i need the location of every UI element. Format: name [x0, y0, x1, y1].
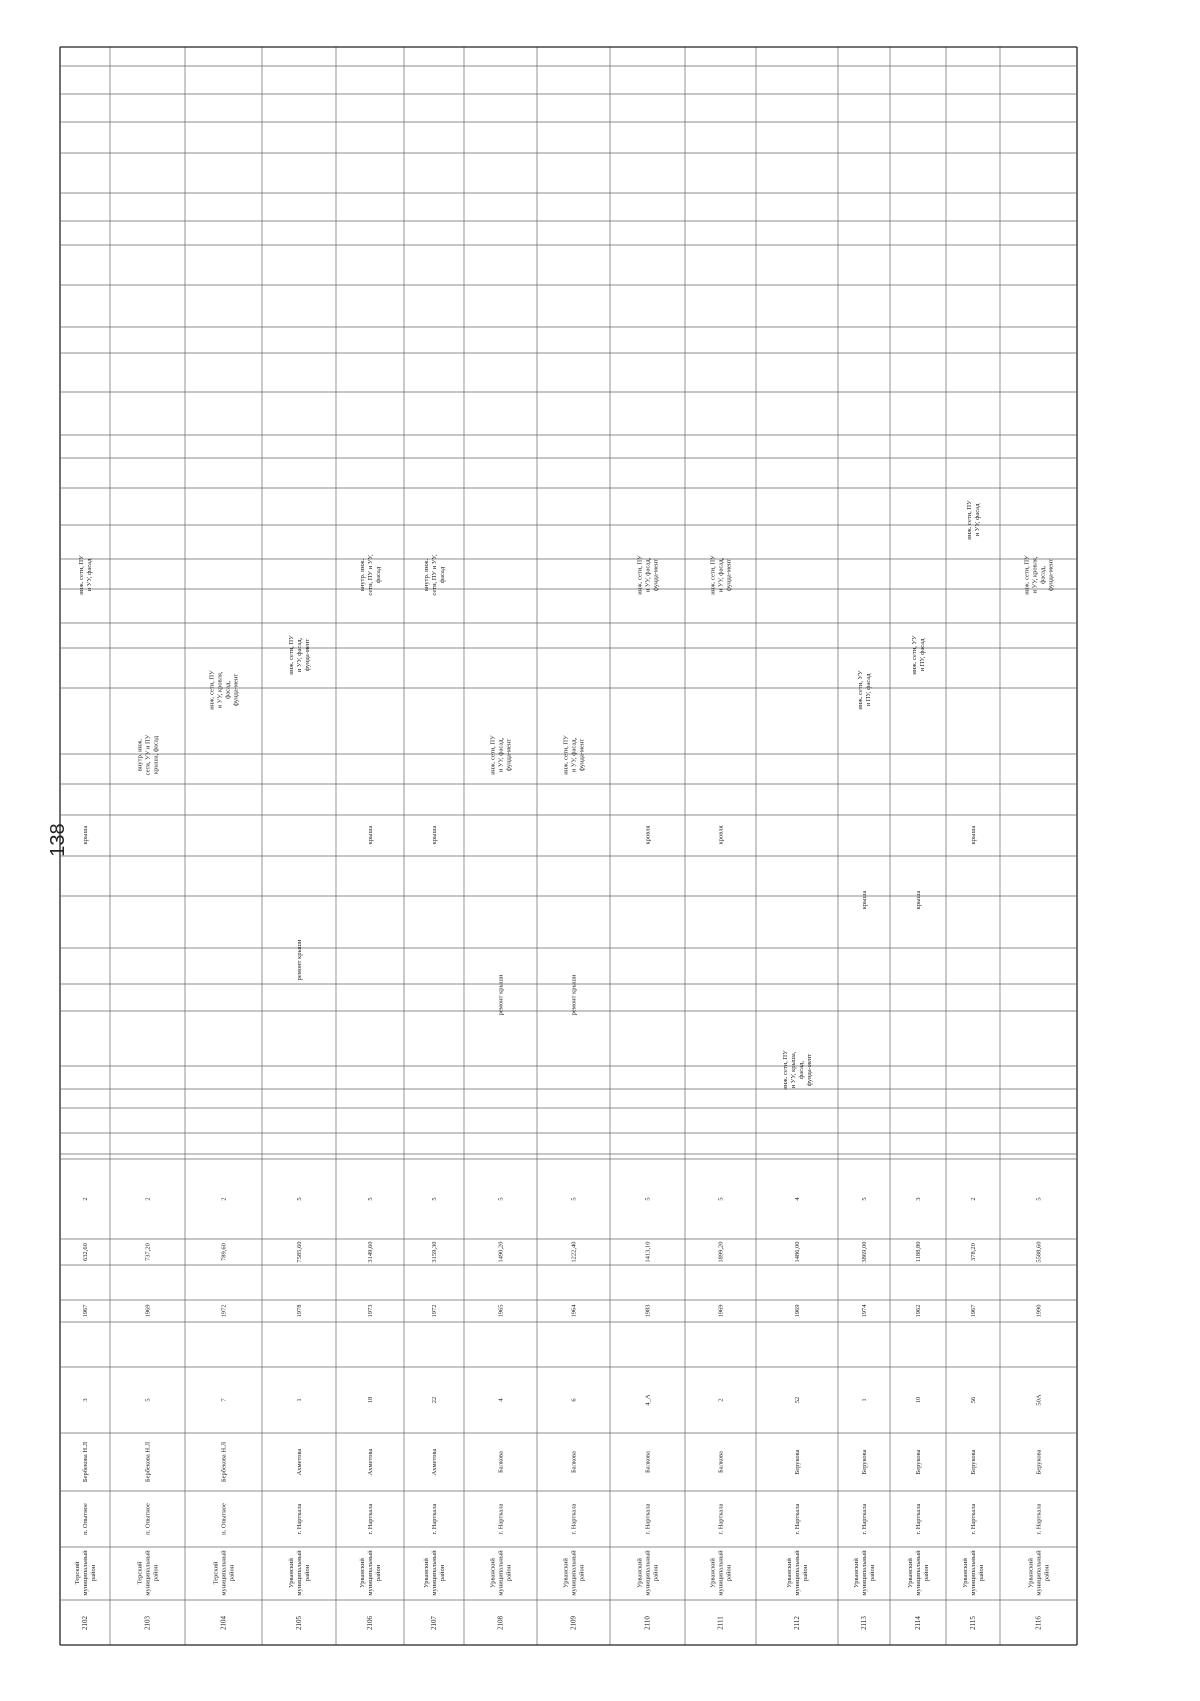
- house-cell: 7: [220, 1398, 228, 1402]
- district-cell: Урванскиймуниципальныйрайон: [288, 1550, 311, 1596]
- settlement-cell: г. Нарткала: [570, 1503, 578, 1535]
- house-cell: 5: [144, 1398, 152, 1402]
- district-cell: Урванскиймуниципальныйрайон: [709, 1550, 733, 1596]
- district-cell: Урванскиймуниципальныйрайон: [423, 1550, 446, 1596]
- year-cell: 1973: [367, 1304, 374, 1318]
- district-cell: Урванскиймуниципальныйрайон: [1027, 1550, 1051, 1596]
- year-cell: 1983: [644, 1304, 652, 1318]
- floors-cell: 5: [431, 1197, 438, 1201]
- floors-cell: 5: [1035, 1197, 1043, 1201]
- area-cell: 378,20: [970, 1243, 977, 1261]
- floors-cell: 5: [296, 1197, 303, 1201]
- work-cell: внутр. инж.сети, ПУ и УУ,фасад: [423, 554, 446, 596]
- area-cell: 1490,20: [497, 1241, 505, 1263]
- street-cell: Берукова: [1035, 1449, 1043, 1475]
- row-number: 2113: [860, 1616, 868, 1630]
- row-number: 2103: [143, 1616, 152, 1630]
- year-cell: 1978: [296, 1304, 303, 1318]
- street-cell: Балкова: [570, 1451, 578, 1473]
- street-cell: Берукова: [915, 1449, 922, 1475]
- settlement-cell: г. Нарткала: [296, 1503, 303, 1535]
- area-cell: 737,20: [144, 1243, 152, 1261]
- work-cell: крыша: [915, 890, 922, 910]
- row-number: 2116: [1034, 1616, 1043, 1630]
- settlement-cell: г. Нарткала: [431, 1503, 438, 1535]
- district-cell: Урванскиймуниципальныйрайон: [962, 1550, 985, 1596]
- work-cell: внутр. инж.сети, ПУ и УУ,фасад: [359, 554, 382, 596]
- work-cell: инж. сети, ПУи УУ, фасад,фунда-мент: [288, 635, 311, 675]
- floors-cell: 5: [570, 1197, 578, 1201]
- floors-cell: 3: [915, 1197, 922, 1201]
- work-cell: инж. сети, УУи ПУ, фасад: [911, 635, 926, 675]
- work-cell: инж. сети, ПУи УУ, крыша,фасад,фунда-мент: [782, 1050, 813, 1090]
- area-cell: 632,60: [82, 1243, 89, 1261]
- year-cell: 1967: [82, 1304, 89, 1318]
- year-cell: 1967: [970, 1304, 977, 1318]
- row-number: 2104: [219, 1616, 228, 1630]
- settlement-cell: г. Нарткала: [1035, 1503, 1043, 1535]
- house-cell: 1: [296, 1398, 303, 1402]
- work-cell: кровля: [644, 825, 652, 845]
- area-cell: 3159,30: [431, 1241, 438, 1263]
- work-cell: крыша: [367, 825, 374, 845]
- floors-cell: 5: [497, 1197, 505, 1201]
- year-cell: 1974: [861, 1304, 868, 1318]
- street-cell: Ахметова: [367, 1448, 374, 1476]
- work-cell: ремонт крыши: [570, 974, 578, 1016]
- house-cell: 4_А: [644, 1394, 652, 1406]
- year-cell: 1969: [717, 1304, 725, 1318]
- row-number: 2110: [643, 1616, 652, 1630]
- area-cell: 1413,10: [644, 1241, 652, 1263]
- area-cell: 1486,00: [794, 1241, 801, 1263]
- work-cell: инж. сети, ПУи УУ, фасад,фунда-мент: [562, 735, 586, 775]
- district-cell: Терскиймуниципальныйрайон: [212, 1550, 236, 1596]
- row-number: 2115: [969, 1616, 977, 1630]
- area-cell: 789,60: [220, 1243, 228, 1261]
- floors-cell: 2: [82, 1197, 89, 1201]
- street-cell: Балкова: [717, 1451, 725, 1473]
- work-cell: крыша: [861, 890, 868, 910]
- work-cell: ремонт крыши: [296, 939, 303, 981]
- settlement-cell: г. Нарткала: [970, 1503, 977, 1535]
- house-cell: 50А: [1035, 1394, 1043, 1406]
- settlement-cell: п. Опытное: [144, 1503, 152, 1535]
- settlement-cell: п. Опытное: [82, 1503, 89, 1535]
- house-cell: 1: [861, 1398, 868, 1402]
- street-cell: Бербекова Н.Л: [220, 1441, 228, 1483]
- settlement-cell: г. Нарткала: [367, 1503, 374, 1535]
- table-body: [74, 500, 1055, 1630]
- year-cell: 1969: [144, 1304, 152, 1318]
- row-number: 2109: [569, 1616, 578, 1630]
- row-number: 2108: [496, 1616, 505, 1630]
- work-cell: инж. сети, ПУи УУ, кровля,фасад,фунда-мент: [1023, 555, 1055, 595]
- settlement-cell: г. Нарткала: [794, 1503, 801, 1535]
- floors-cell: 4: [794, 1197, 801, 1201]
- house-cell: 2: [717, 1398, 725, 1402]
- house-cell: 52: [794, 1396, 801, 1404]
- settlement-cell: г. Нарткала: [861, 1503, 868, 1535]
- house-cell: 6: [570, 1398, 578, 1402]
- settlement-cell: п. Опытное: [220, 1503, 228, 1535]
- house-cell: 4: [497, 1398, 505, 1402]
- year-cell: 1962: [915, 1304, 922, 1318]
- street-cell: Ахметова: [296, 1448, 303, 1476]
- district-cell: Урванскиймуниципальныйрайон: [853, 1550, 876, 1596]
- table-grid: [60, 47, 1077, 1645]
- row-number: 2114: [914, 1616, 922, 1630]
- street-cell: Бербекова Н.Л: [144, 1441, 152, 1483]
- year-cell: 1969: [794, 1304, 801, 1318]
- street-cell: Берукова: [970, 1449, 977, 1475]
- floors-cell: 2: [144, 1197, 152, 1201]
- work-cell: инж. сети, ПУи УУ, фасад: [966, 500, 981, 540]
- floors-cell: 2: [220, 1197, 228, 1201]
- settlement-cell: г. Нарткала: [717, 1503, 725, 1535]
- house-cell: 22: [431, 1396, 438, 1404]
- district-cell: Урванскиймуниципальныйрайон: [359, 1550, 382, 1596]
- settlement-cell: г. Нарткала: [497, 1503, 505, 1535]
- floors-cell: 5: [644, 1197, 652, 1201]
- area-cell: 1188,80: [915, 1241, 922, 1263]
- page-number: 138: [47, 823, 69, 857]
- year-cell: 1964: [570, 1304, 578, 1318]
- district-cell: Урванскиймуниципальныйрайон: [489, 1550, 513, 1596]
- area-cell: 3149,60: [367, 1241, 374, 1263]
- district-cell: Урванскиймуниципальныйрайон: [636, 1550, 660, 1596]
- street-cell: Балкова: [497, 1451, 505, 1473]
- floors-cell: 5: [367, 1197, 374, 1201]
- area-cell: 1899,20: [717, 1241, 725, 1263]
- settlement-cell: г. Нарткала: [644, 1503, 652, 1535]
- work-cell: крыша: [970, 825, 977, 845]
- house-cell: 3: [82, 1398, 89, 1402]
- work-cell: инж. сети, ПУи УУ, кровля,фасад,фунда-мент: [208, 670, 240, 710]
- street-cell: Берукова: [794, 1449, 801, 1475]
- row-number: 2105: [295, 1616, 303, 1630]
- work-cell: ремонт крыши: [497, 974, 505, 1016]
- district-cell: Терскиймуниципальныйрайон: [136, 1550, 160, 1596]
- district-cell: Урванскиймуниципальныйрайон: [562, 1550, 586, 1596]
- work-cell: инж. сети, ПУи УУ, фасад,фунда-мент: [709, 555, 733, 595]
- work-cell: инж. сети, УУи ПУ, фасад: [857, 670, 872, 710]
- street-cell: Ахметова: [431, 1448, 438, 1476]
- settlement-cell: г. Нарткала: [915, 1503, 922, 1535]
- area-cell: 3869,00: [861, 1241, 868, 1263]
- work-cell: инж. сети, ПУи УУ, фасад,фунда-мент: [636, 555, 660, 595]
- year-cell: 1990: [1035, 1304, 1043, 1318]
- year-cell: 1972: [220, 1304, 228, 1318]
- row-number: 2102: [81, 1616, 89, 1630]
- district-cell: Урванскиймуниципальныйрайон: [786, 1550, 809, 1596]
- floors-cell: 2: [970, 1197, 977, 1201]
- row-number: 2111: [716, 1616, 725, 1630]
- floors-cell: 5: [717, 1197, 725, 1201]
- house-cell: 10: [915, 1396, 922, 1404]
- work-cell: крыша: [431, 825, 438, 845]
- work-cell: внутр. инж.сети, УУ и ПУкрыша, фасад: [136, 734, 160, 776]
- area-cell: 1222,40: [570, 1241, 578, 1263]
- work-cell: крыша: [82, 825, 89, 845]
- district-cell: Урванскиймуниципальныйрайон: [907, 1550, 930, 1596]
- work-cell: инж. сети, ПУи УУ, фасад,фунда-мент: [489, 735, 513, 775]
- street-cell: Берукова: [861, 1449, 868, 1475]
- house-cell: 18: [367, 1396, 374, 1404]
- work-cell: кровля: [717, 825, 725, 845]
- row-number: 2112: [793, 1616, 801, 1630]
- year-cell: 1965: [497, 1304, 505, 1318]
- street-cell: Бербекова Н.Л: [82, 1441, 89, 1483]
- work-cell: инж. сети, ПУи УУ, фасад: [78, 555, 93, 595]
- year-cell: 1972: [431, 1304, 438, 1318]
- row-number: 2107: [430, 1616, 438, 1630]
- area-cell: 5588,60: [1035, 1241, 1043, 1263]
- floors-cell: 5: [861, 1197, 868, 1201]
- area-cell: 7585,60: [296, 1241, 303, 1263]
- house-cell: 56: [970, 1396, 977, 1404]
- district-cell: Терскиймуниципальныйрайон: [74, 1550, 97, 1596]
- street-cell: Балкова: [644, 1451, 652, 1473]
- row-number: 2106: [366, 1616, 374, 1630]
